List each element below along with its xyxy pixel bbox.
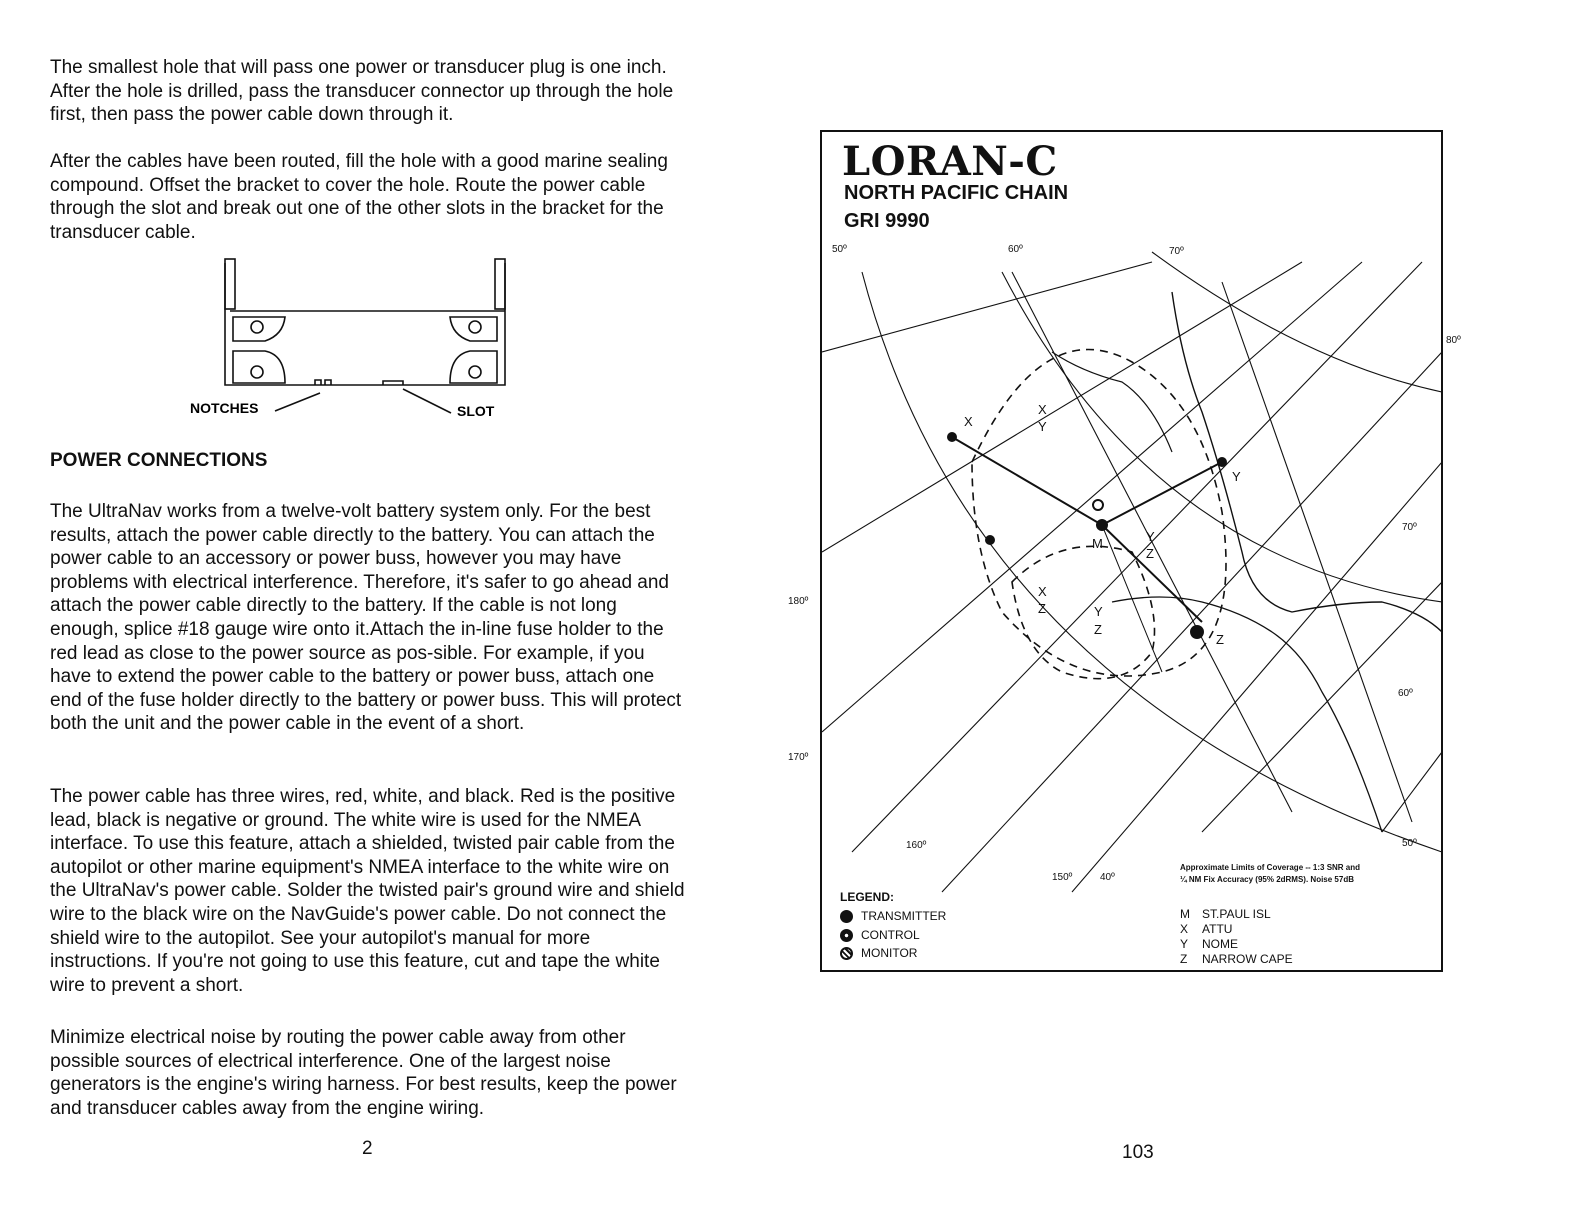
page-number-left: 2 [362, 1138, 373, 1159]
map-gri: GRI 9990 [844, 210, 930, 232]
legend-transmitter-label: TRANSMITTER [861, 909, 947, 923]
degree-top-50: 50º [832, 244, 847, 255]
legend-control [840, 928, 920, 942]
paragraph-cable-routing: After the cables have been routed, fill the hole with a good marine sealing compound. Offset the bracket to cover the hole. Route the power cable through the slot and break out one of the other slots in the bracket for the transducer cable. [50, 151, 668, 243]
paragraph-hole-size: The smallest hole that will pass one power or transducer plug is one inch. After the hole is drilled, pass the transducer connector up through the hole first, then pass the power cable down through it. [50, 57, 674, 126]
degree-left-170: 170º [788, 752, 809, 763]
map-letter-z-3: Z [1094, 622, 1102, 637]
key-code: X [1180, 922, 1189, 936]
transmitter-icon [840, 910, 853, 923]
coverage-note-line1: Approximate Limits of Coverage -- 1:3 SNR and [1180, 863, 1361, 872]
key-name: ST.PAUL ISL [1202, 907, 1271, 921]
paragraph-battery: The UltraNav works from a twelve-volt battery system only. For the best results, attach the power cable directly to the battery. You can attach the power cable to an accessory or power buss, however you may have problems with electrical interference. Therefore, it's safer to go ahead and attach the power cable directly to the battery. If the cable is not long enough, splice #18 gauge wire onto it.Attach the in-line fuse holder to the red lead as close to the power source as pos-sible. For example, if you have to extend the power cable to the battery or power buss, attach one end of the fuse holder directly to the battery or power buss. This will protect both the unit and the power cable in the event of a short. [50, 501, 682, 735]
map-letter-x: X [1038, 402, 1047, 417]
page-number-right: 103 [1122, 1142, 1154, 1163]
map-subtitle: NORTH PACIFIC CHAIN [844, 182, 1069, 204]
legend-monitor-label: MONITOR [861, 946, 918, 960]
degree-right-60: 60º [1398, 688, 1413, 699]
degree-top-70: 70º [1169, 246, 1184, 257]
map-letter-y-nome: Y [1232, 469, 1241, 484]
degree-right-70: 70º [1402, 522, 1417, 533]
bracket-diagram [185, 255, 525, 425]
legend-title: LEGEND: [840, 890, 894, 904]
right-page [760, 0, 1578, 1222]
key-name: NOME [1202, 937, 1238, 951]
map-letter-z-2: Z [1038, 601, 1046, 616]
control-icon [840, 929, 853, 942]
notches-label: NOTCHES [190, 400, 259, 416]
map-letter-z-narrow-cape: Z [1216, 632, 1224, 647]
key-code: Y [1180, 937, 1189, 951]
key-code: M [1180, 907, 1190, 921]
loran-map [820, 130, 1443, 972]
legend-control-label: CONTROL [861, 928, 920, 942]
left-page [0, 0, 760, 1222]
key-row-z [1180, 952, 1293, 966]
degree-top-60: 60º [1008, 244, 1023, 255]
map-letter-y-3: Y [1094, 604, 1103, 619]
degree-right-80: 80º [1446, 335, 1461, 346]
map-title: LORAN-C [842, 138, 1058, 185]
degree-bottom-150: 150º [1052, 872, 1073, 883]
map-letter-y-2: Y [1146, 529, 1155, 544]
legend-transmitter [840, 909, 946, 923]
degree-left-180: 180º [788, 596, 809, 607]
key-name: NARROW CAPE [1202, 952, 1293, 966]
degree-bottom-160: 160º [906, 840, 927, 851]
legend-monitor [840, 946, 917, 960]
power-connections-heading: POWER CONNECTIONS [50, 450, 268, 471]
map-letter-z: Z [1146, 546, 1154, 561]
key-row-y [1180, 937, 1238, 951]
map-letter-x-attu: X [964, 414, 973, 429]
degree-bottom-40: 40º [1100, 872, 1115, 883]
key-row-m [1180, 907, 1271, 921]
key-row-x [1180, 922, 1232, 936]
paragraph-noise: Minimize electrical noise by routing the power cable away from other possible sources of electrical interference. One of the largest noise generators is the engine's wiring harness. For best results, keep the power and transducer cables away from the engine wiring. [50, 1027, 677, 1119]
key-name: ATTU [1202, 922, 1233, 936]
coverage-note-line2: ¼ NM Fix Accuracy (95% 2dRMS). Noise 57dB [1180, 875, 1354, 884]
map-letter-y: Y [1038, 419, 1047, 434]
map-letter-m: M [1092, 536, 1103, 551]
map-letter-x-2: X [1038, 584, 1047, 599]
degree-bottom-50: 50º [1402, 838, 1417, 849]
monitor-icon [840, 947, 853, 960]
key-code: Z [1180, 952, 1188, 966]
slot-label: SLOT [457, 403, 495, 419]
paragraph-wires: The power cable has three wires, red, white, and black. Red is the positive lead, black is negative or ground. The white wire is used for the NMEA interface. To use this feature, attach a shielded, twisted pair cable from the autopilot or other marine equipment's NMEA interface to the white wire on the UltraNav's power cable. Solder the twisted pair's ground wire and shield wire to the black wire on the NavGuide's power cable. Do not connect the shield wire to the autopilot. See your autopilot's manual for more instructions. If you're not going to use this feature, cut and tape the white wire to prevent a short. [50, 786, 685, 996]
